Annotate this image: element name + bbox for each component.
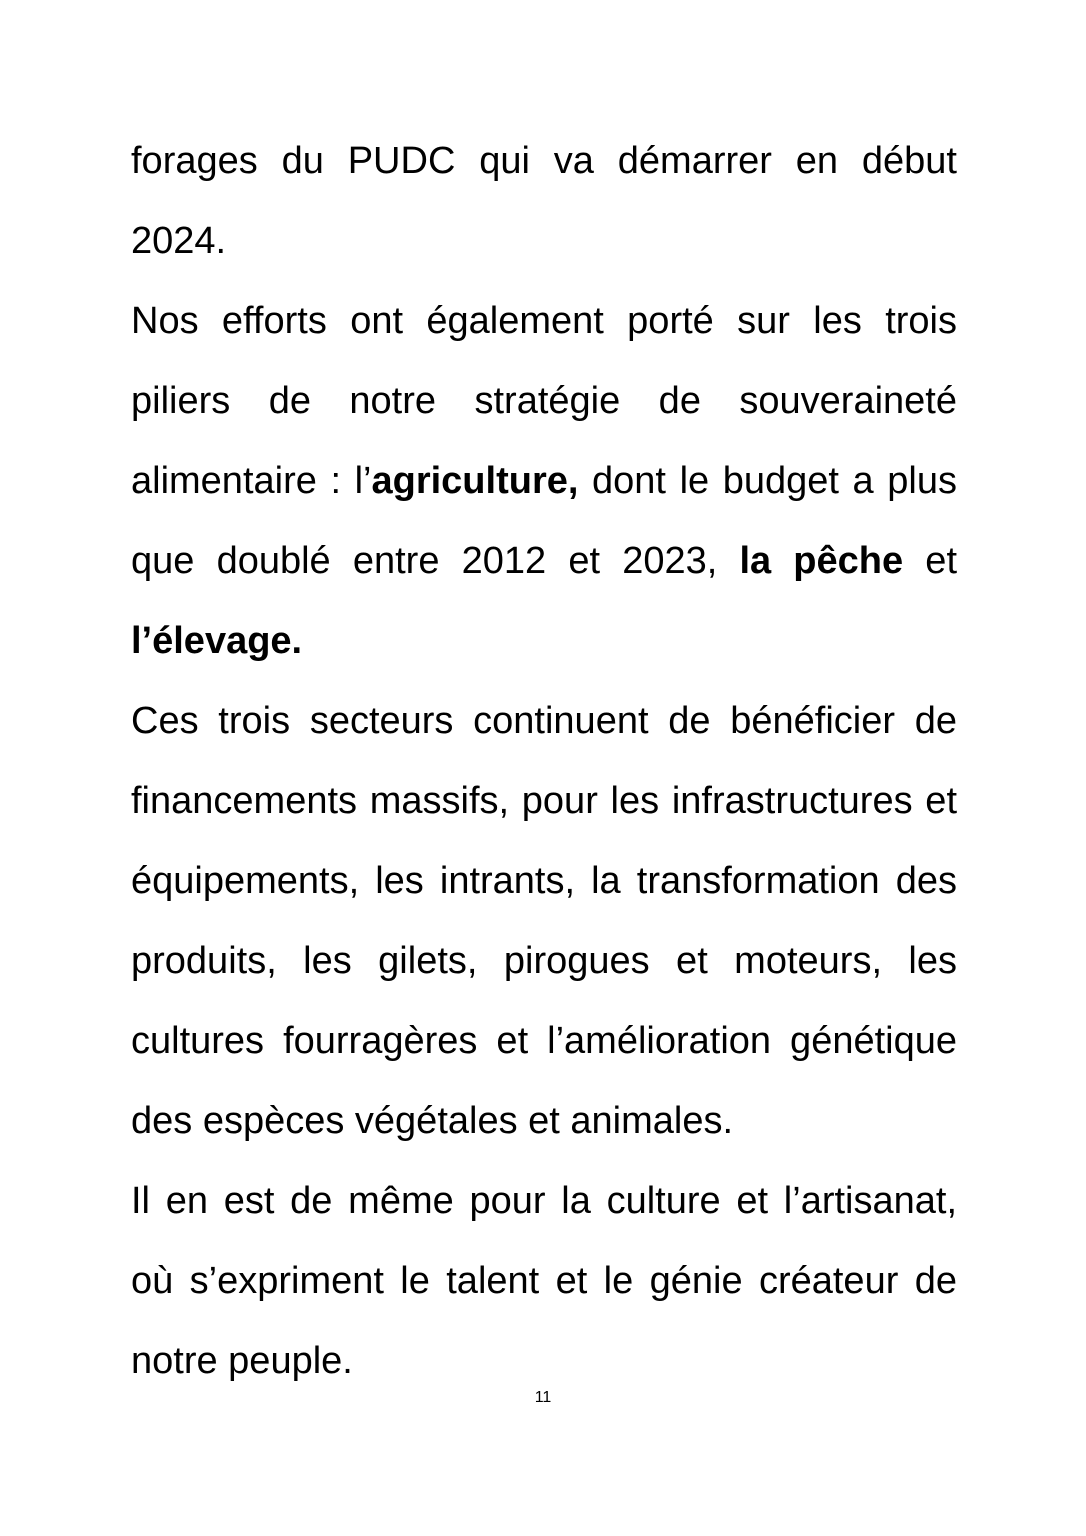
paragraph-2 (131, 281, 957, 681)
text-run: Ces trois secteurs continuent de bénéficier de financements massifs, pour les infrastructures et équipements, les intrants, la transformation des produits, les gilets, pirogues et moteurs, les cultures fourragères et l’amélioration génétique des espèces végétales et animales. (131, 700, 957, 1142)
paragraph-4 (131, 1161, 957, 1401)
text-run: dont le budget a plus que doublé entre 2012 et 2023, (131, 460, 957, 582)
body-text (131, 121, 957, 1401)
text-run: Nos efforts ont également porté sur les trois piliers de notre stratégie de souveraineté alimentaire : l’ (131, 300, 957, 502)
bold-text-peche: la pêche (739, 540, 904, 582)
paragraph-3 (131, 681, 957, 1161)
bold-text-agriculture: agriculture, (371, 460, 579, 502)
bold-text-elevage: l’élevage. (131, 620, 303, 662)
text-run: forages du PUDC qui va démarrer en début 2024. (131, 140, 957, 262)
page-number: 11 (534, 1389, 552, 1406)
paragraph-1 (131, 121, 957, 281)
text-run: Il en est de même pour la culture et l’artisanat, où s’expriment le talent et le génie créateur de notre peuple. (131, 1180, 957, 1382)
text-run: et (903, 540, 957, 582)
